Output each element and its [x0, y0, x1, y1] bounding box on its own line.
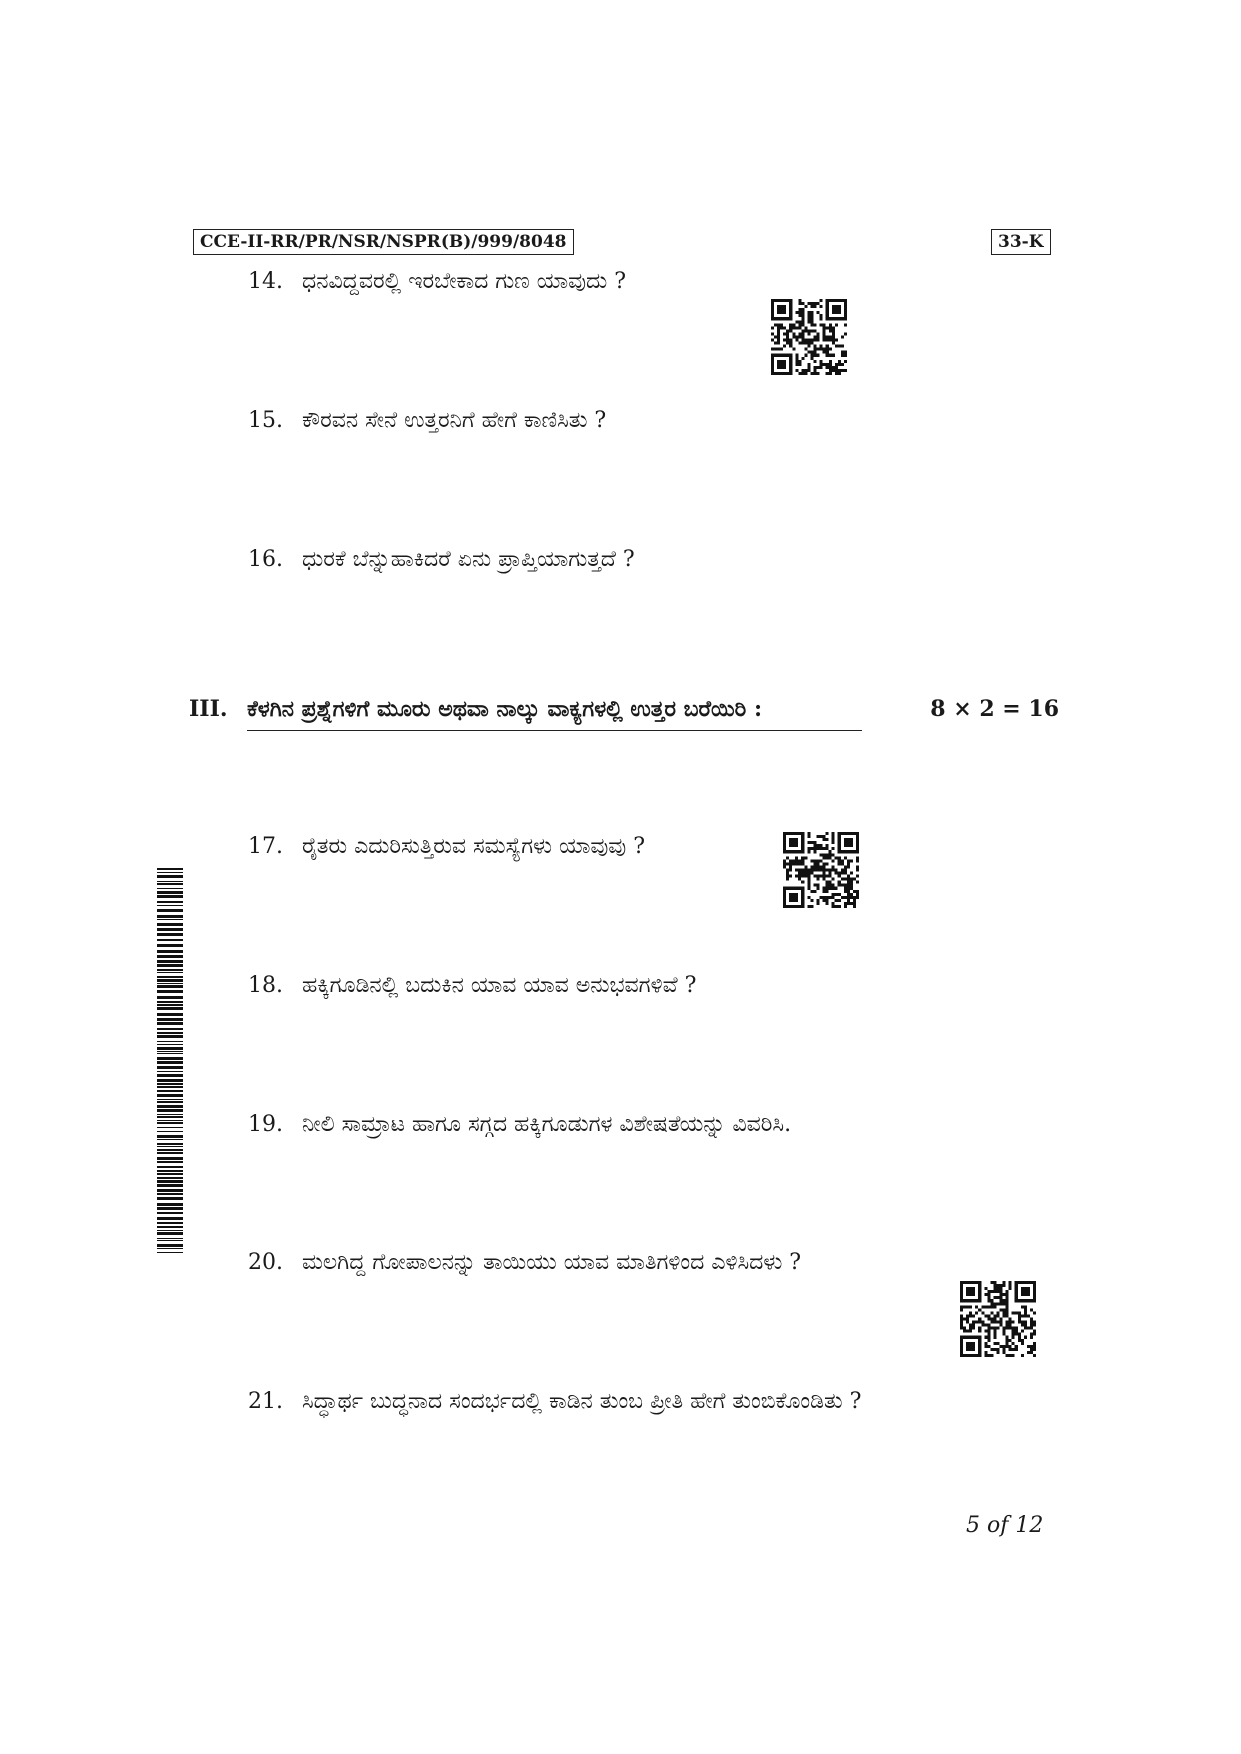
question-number: 17.	[248, 834, 283, 859]
question-number: 20.	[248, 1250, 283, 1275]
question-15	[248, 406, 606, 436]
question-text: ಕೌರವನ ಸೇನೆ ಉತ್ತರನಿಗೆ ಹೇಗೆ ಕಾಣಿಸಿತು ?	[302, 408, 607, 433]
section-marks: 8 × 2 = 16	[930, 696, 1059, 722]
section-roman-number: III.	[189, 696, 228, 722]
qr-code-icon	[960, 1281, 1036, 1357]
question-number: 15.	[248, 408, 283, 433]
qr-code-icon	[783, 832, 859, 908]
header-code-box: CCE-II-RR/PR/NSR/NSPR(B)/999/8048	[193, 229, 574, 255]
header-subject-box: 33-K	[991, 229, 1051, 255]
section-heading: ಕೆಳಗಿನ ಪ್ರಶ್ನೆಗಳಿಗೆ ಮೂರು ಅಥವಾ ನಾಲ್ಕು ವಾಕ್ಯಗಳಲ್ಲಿ ಉತ್ತರ ಬರೆಯಿರಿ :	[247, 694, 862, 731]
question-20	[248, 1248, 801, 1278]
question-17	[248, 832, 645, 862]
question-text: ಮಲಗಿದ್ದ ಗೋಪಾಲನನ್ನು ತಾಯಿಯು ಯಾವ ಮಾತಿಗಳಿಂದ ಎಳಿಸಿದಳು ?	[302, 1250, 802, 1275]
section-iii-header	[189, 694, 1059, 738]
barcode-icon	[157, 868, 183, 1253]
question-number: 16.	[248, 547, 283, 572]
question-number: 14.	[248, 269, 283, 294]
question-text: ಸಿದ್ಧಾರ್ಥ ಬುದ್ಧನಾದ ಸಂದರ್ಭದಲ್ಲಿ ಕಾಡಿನ ತುಂಬ ಪ್ರೀತಿ ಹೇಗೆ ತುಂಬಿಕೊಂಡಿತು ?	[302, 1389, 862, 1414]
question-number: 18.	[248, 973, 283, 998]
question-number: 21.	[248, 1389, 283, 1414]
question-text: ನೀಲಿ ಸಾಮ್ರಾಟ ಹಾಗೂ ಸಗ್ಗದ ಹಕ್ಕಿಗೂಡುಗಳ ವಿಶೇಷತೆಯನ್ನು ವಿವರಿಸಿ.	[302, 1112, 792, 1137]
question-text: ಧನವಿದ್ದವರಲ್ಲಿ ಇರಬೇಕಾದ ಗುಣ ಯಾವುದು ?	[302, 269, 627, 294]
qr-code-icon	[771, 299, 847, 375]
question-21	[248, 1387, 861, 1417]
question-text: ಹಕ್ಕಿಗೂಡಿನಲ್ಲಿ ಬದುಕಿನ ಯಾವ ಯಾವ ಅನುಭವಗಳಿವೆ ?	[302, 973, 697, 998]
question-19	[248, 1110, 791, 1140]
question-number: 19.	[248, 1112, 283, 1137]
question-text: ಧುರಕೆ ಬೆನ್ನುಹಾಕಿದರೆ ಏನು ಪ್ರಾಪ್ತಿಯಾಗುತ್ತದೆ ?	[302, 547, 635, 572]
question-18	[248, 971, 696, 1001]
question-text: ರೈತರು ಎದುರಿಸುತ್ತಿರುವ ಸಮಸ್ಯೆಗಳು ಯಾವುವು ?	[302, 834, 646, 859]
question-14	[248, 267, 626, 297]
page-number: 5 of 12	[966, 1513, 1044, 1538]
question-16	[248, 545, 635, 575]
